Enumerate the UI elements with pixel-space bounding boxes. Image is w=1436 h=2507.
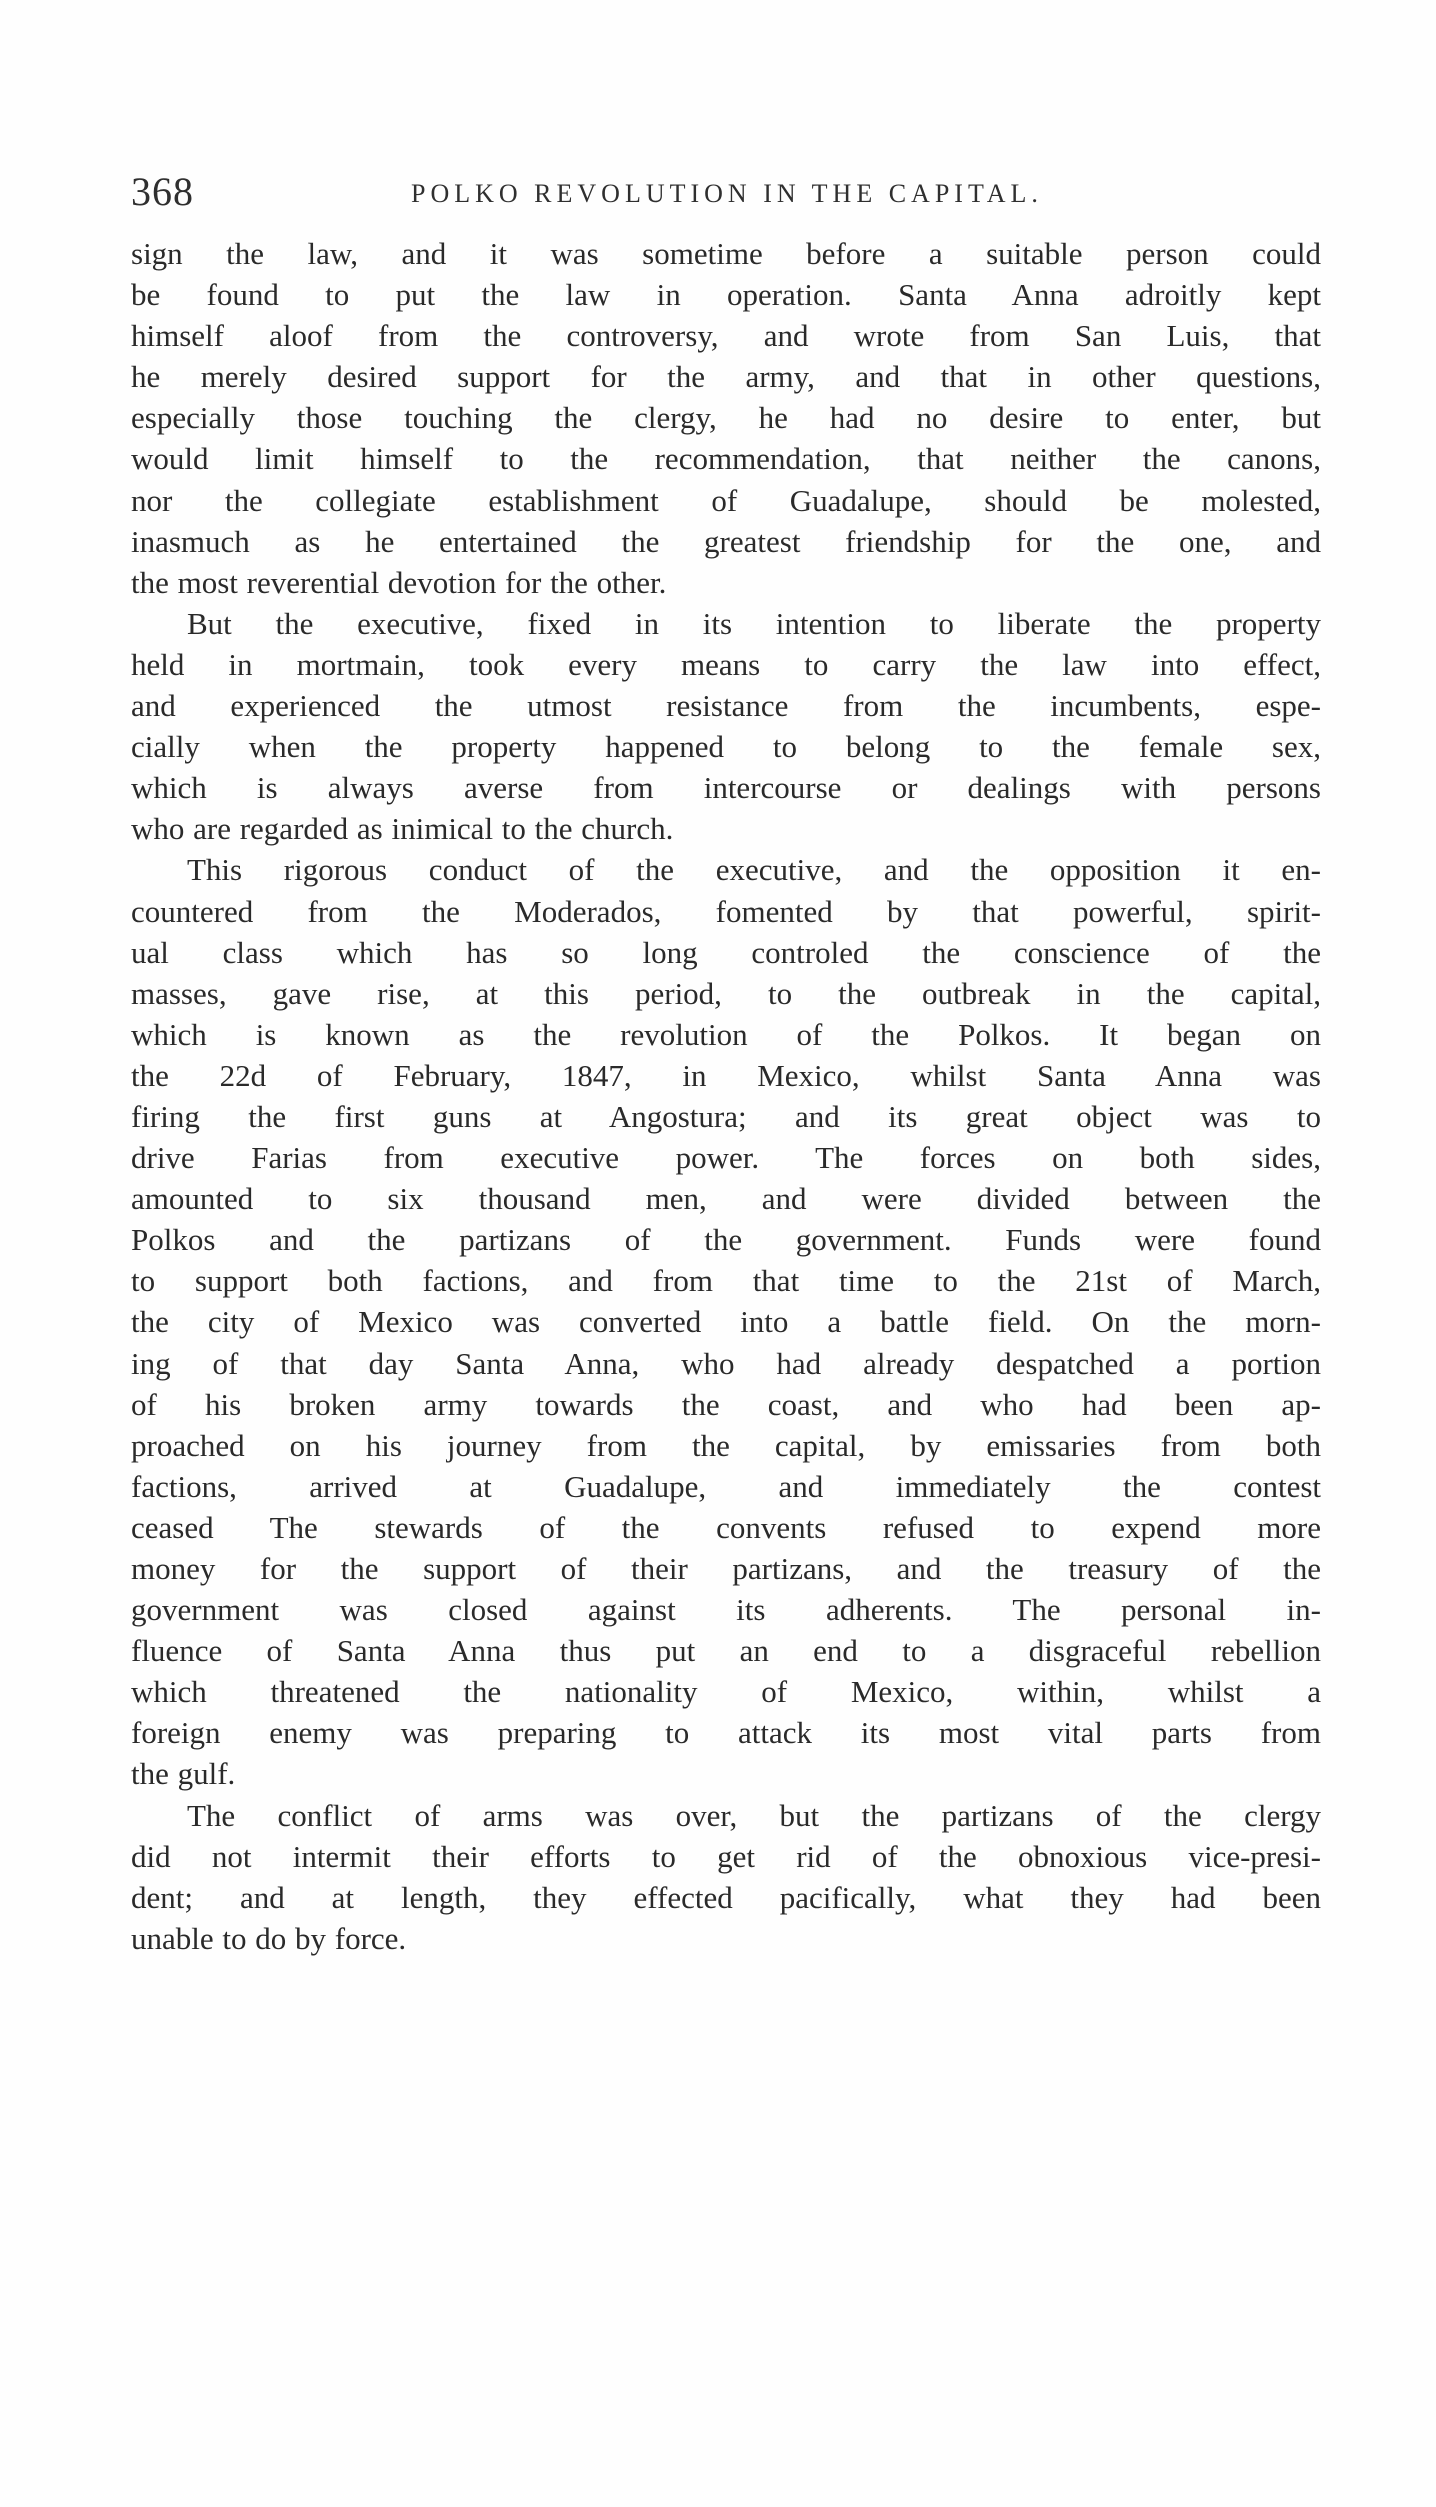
text-line: and experienced the utmost resistance from the incumbents, espe- [131,688,1321,724]
text-line: did not intermit their efforts to get rid of the obnoxious vice-presi- [131,1838,1321,1874]
text-line: government was closed against its adherents. The personal in- [131,1592,1321,1628]
running-title: POLKO REVOLUTION IN THE CAPITAL. [411,179,1043,208]
text-line: the gulf. [131,1756,236,1792]
text-line: The conflict of arms was over, but the partizans of the clergy [187,1797,1321,1833]
text-line: be found to put the law in operation. Santa Anna adroitly kept [131,277,1321,313]
paragraph-1 [131,233,1321,603]
text-line: sign the law, and it was sometime before a suitable person could [131,236,1321,271]
text-line: which threatened the nationality of Mexico, within, whilst a [131,1674,1321,1710]
text-line: himself aloof from the controversy, and wrote from San Luis, that [131,318,1321,354]
body-text [131,233,1321,1959]
paragraph-2 [131,603,1321,850]
text-line: of his broken army towards the coast, and who had been ap- [131,1386,1321,1422]
text-line: inasmuch as he entertained the greatest friendship for the one, and [131,523,1321,559]
text-line: unable to do by force. [131,1920,407,1956]
text-line: held in mortmain, took every means to carry the law into effect, [131,646,1321,682]
text-line: Polkos and the partizans of the government. Funds were found [131,1222,1321,1258]
text-line: he merely desired support for the army, and that in other questions, [131,359,1321,395]
text-line: dent; and at length, they effected pacifically, what they had been [131,1879,1321,1915]
text-line: But the executive, fixed in its intention to liberate the property [187,605,1321,641]
text-line: ing of that day Santa Anna, who had already despatched a portion [131,1345,1321,1381]
text-line: which is known as the revolution of the Polkos. It began on [131,1016,1321,1052]
text-line: ceased The stewards of the convents refused to expend more [131,1509,1321,1545]
text-line: proached on his journey from the capital, by emissaries from both [131,1427,1321,1463]
text-line: who are regarded as inimical to the church. [131,811,674,847]
text-line: cially when the property happened to belong to the female sex, [131,729,1321,765]
paragraph-3 [131,849,1321,1794]
paragraph-4 [131,1795,1321,1959]
page-number: 368 [131,169,194,214]
text-line: the city of Mexico was converted into a battle field. On the morn- [131,1304,1321,1340]
text-line: ual class which has so long controled the conscience of the [131,934,1321,970]
text-line: drive Farias from executive power. The forces on both sides, [131,1140,1321,1176]
text-line: factions, arrived at Guadalupe, and immediately the contest [131,1468,1321,1504]
page-header [131,168,1321,218]
text-line: money for the support of their partizans, and the treasury of the [131,1551,1321,1586]
text-line: countered from the Moderados, fomented by that powerful, spirit- [131,893,1321,929]
text-line: which is always averse from intercourse or dealings with persons [131,770,1321,806]
text-line: masses, gave rise, at this period, to the outbreak in the capital, [131,975,1321,1011]
text-line: especially those touching the clergy, he had no desire to enter, but [131,400,1321,436]
text-line: nor the collegiate establishment of Guadalupe, should be molested, [131,482,1321,518]
text-line: fluence of Santa Anna thus put an end to a disgraceful rebellion [131,1633,1321,1669]
text-line: the most reverential devotion for the other. [131,564,667,600]
text-line: amounted to six thousand men, and were divided between the [131,1181,1321,1217]
text-line: would limit himself to the recommendation, that neither the canons, [131,441,1321,477]
text-line: This rigorous conduct of the executive, and the opposition it en- [187,852,1321,888]
text-line: firing the first guns at Angostura; and its great object was to [131,1098,1321,1134]
text-line: to support both factions, and from that time to the 21st of March, [131,1263,1321,1299]
text-line: the 22d of February, 1847, in Mexico, whilst Santa Anna was [131,1057,1321,1093]
text-line: foreign enemy was preparing to attack its most vital parts from [131,1715,1321,1751]
